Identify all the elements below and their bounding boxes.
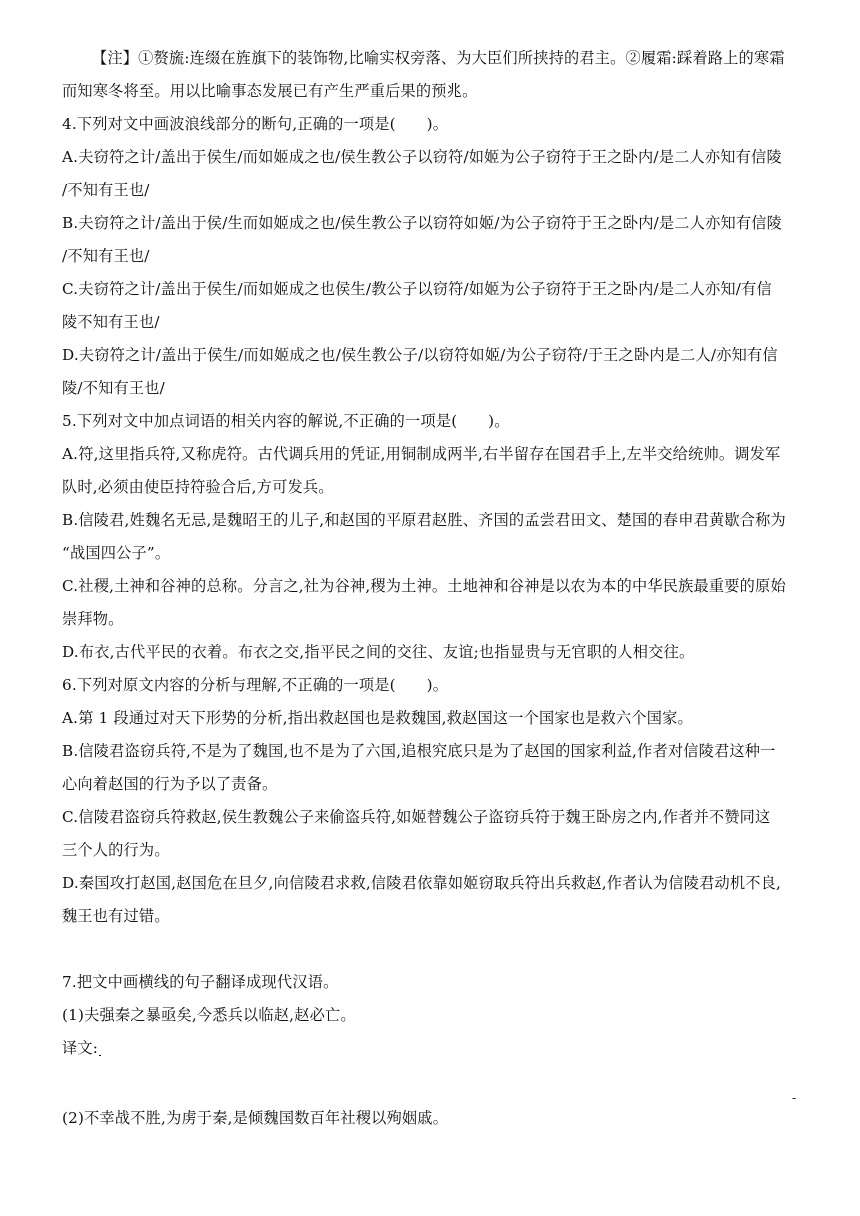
q5-option-c-cont: 崇拜物。 xyxy=(62,610,124,628)
answer-blank[interactable] xyxy=(99,1039,101,1056)
q4-option-a-cont: /不知有王也/ xyxy=(62,181,150,199)
q5-option-a-cont: 队时,必须由使臣持符验合后,方可发兵。 xyxy=(62,478,334,496)
q4-option-b-cont: /不知有王也/ xyxy=(62,247,150,265)
q4-option-c: C.夫窃符之计/盖出于侯生/而如姬成之也侯生/教公子以窃符/如姬为公子窃符于王之卧内/是二人亦知/有信 xyxy=(62,280,772,298)
note-line: 【注】①赘旒:连缀在旌旗下的装饰物,比喻实权旁落、为大臣们所挟持的君主。②履霜:踩着路上的寒霜 xyxy=(92,49,785,67)
q6-option-c-cont: 三个人的行为。 xyxy=(62,841,170,859)
q5-option-c: C.社稷,土神和谷神的总称。分言之,社为谷神,稷为土神。土地神和谷神是以农为本的中华民族最重要的原始 xyxy=(62,577,786,595)
q4-option-b: B.夫窃符之计/盖出于侯/生而如姬成之也/侯生教公子以窃符如姬/为公子窃符于王之卧内/是二人亦知有信陵 xyxy=(62,214,783,232)
q4-option-d-cont: 陵/不知有王也/ xyxy=(62,379,165,397)
q7-sentence-1: (1)夫强秦之暴亟矣,今悉兵以临赵,赵必亡。 xyxy=(62,1006,356,1024)
q5-option-b: B.信陵君,姓魏名无忌,是魏昭王的儿子,和赵国的平原君赵胜、齐国的孟尝君田文、楚国的春申君黄歇合称为 xyxy=(62,511,786,529)
question-5-stem: 5.下列对文中加点词语的相关内容的解说,不正确的一项是( )。 xyxy=(62,412,510,430)
q7-translation-line xyxy=(62,1038,101,1058)
question-7-stem: 7.把文中画横线的句子翻译成现代汉语。 xyxy=(62,973,339,991)
question-6-stem: 6.下列对原文内容的分析与理解,不正确的一项是( )。 xyxy=(62,676,449,694)
q4-option-d: D.夫窃符之计/盖出于侯生/而如姬成之也/侯生教公子/以窃符如姬/为公子窃符/于王之卧内是二人/亦知有信 xyxy=(62,346,778,364)
q4-option-c-cont: 陵不知有王也/ xyxy=(62,313,160,331)
q6-option-b-cont: 心向着赵国的行为予以了责备。 xyxy=(62,775,278,793)
note-line: 而知寒冬将至。用以比喻事态发展已有产生严重后果的预兆。 xyxy=(62,82,478,100)
q6-option-b: B.信陵君盗窃兵符,不是为了魏国,也不是为了六国,追根究底只是为了赵国的国家利益,作者对信陵君这种一 xyxy=(62,742,776,760)
q6-option-a: A.第 1 段通过对天下形势的分析,指出救赵国也是救魏国,救赵国这一个国家也是救六个国家。 xyxy=(62,709,693,727)
q5-option-a: A.符,这里指兵符,又称虎符。古代调兵用的凭证,用铜制成两半,右半留存在国君手上,左半交给统帅。调发军 xyxy=(62,445,781,463)
q5-option-d: D.布衣,古代平民的衣着。布衣之交,指平民之间的交往、友谊;也指显贵与无官职的人相交往。 xyxy=(62,643,695,661)
q4-option-a: A.夫窃符之计/盖出于侯生/而如姬成之也/侯生教公子以窃符/如姬为公子窃符于王之卧内/是二人亦知有信陵 xyxy=(62,148,782,166)
q7-sentence-2: (2)不幸战不胜,为虏于秦,是倾魏国数百年社稷以殉姻戚。 xyxy=(62,1109,449,1127)
page-mark: - xyxy=(792,1091,797,1105)
q6-option-d-cont: 魏王也有过错。 xyxy=(62,907,170,925)
q6-option-d: D.秦国攻打赵国,赵国危在旦夕,向信陵君求救,信陵君依靠如姬窃取兵符出兵救赵,作者认为信陵君动机不良, xyxy=(62,874,782,892)
q6-option-c: C.信陵君盗窃兵符救赵,侯生教魏公子来偷盗兵符,如姬替魏公子盗窃兵符于魏王卧房之内,作者并不赞同这 xyxy=(62,808,771,826)
q5-option-b-cont: “战国四公子”。 xyxy=(62,544,171,562)
translation-label: 译文: xyxy=(62,1039,99,1057)
question-4-stem: 4.下列对文中画波浪线部分的断句,正确的一项是( )。 xyxy=(62,115,449,133)
